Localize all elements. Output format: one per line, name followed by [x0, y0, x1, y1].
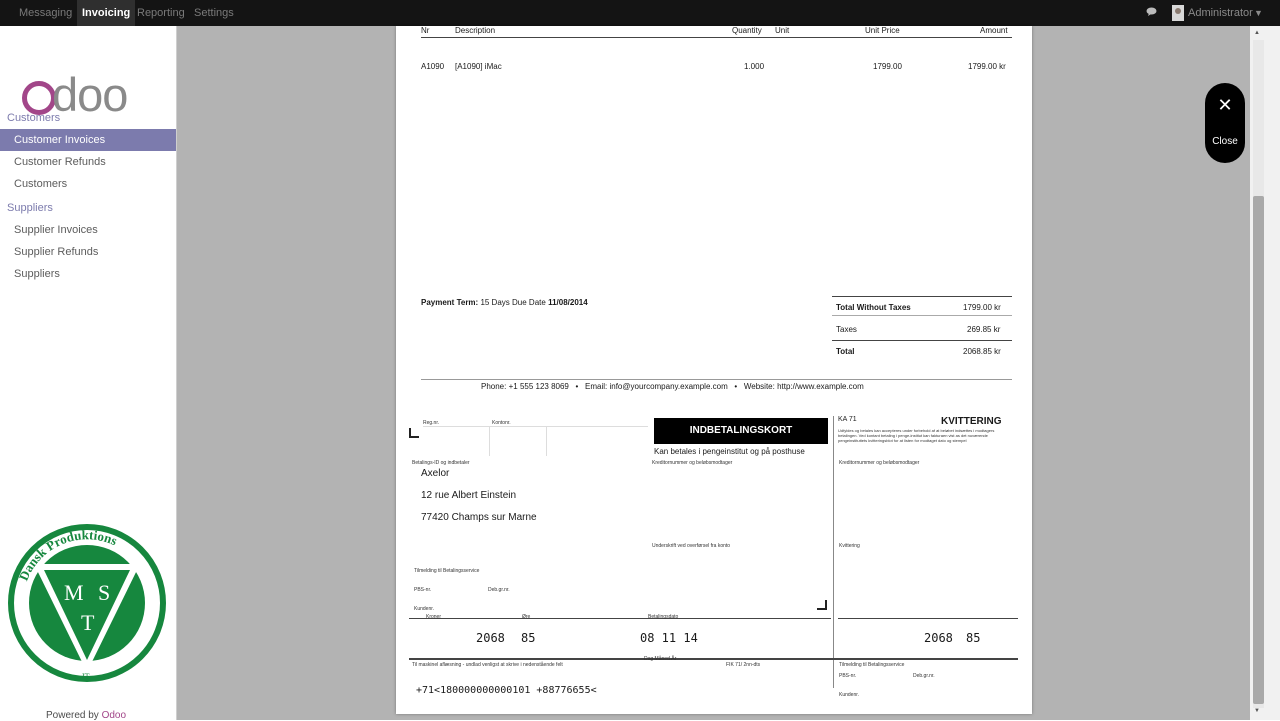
logo-arc-text: Dansk Produktions — [15, 527, 120, 583]
phone-value: +1 555 123 8069 — [508, 382, 569, 391]
scroll-up-arrow-icon[interactable]: ▲ — [1254, 30, 1260, 36]
close-icon[interactable]: ✕ — [1217, 95, 1233, 115]
line-nr: A1090 — [421, 62, 445, 71]
sidebar-item-customer-invoices[interactable] — [0, 129, 176, 151]
logo-letter-s: S — [98, 580, 111, 605]
sidebar-item-customers[interactable] — [0, 173, 176, 195]
tilmelding2-label: Tilmelding til Betalingsservice — [839, 662, 905, 668]
slip-title: INDBETALINGSKORT — [654, 418, 828, 444]
col-header-unit-price: Unit Price — [865, 26, 900, 35]
pbs2-label: PBS-nr. — [839, 673, 857, 679]
totals-divider-2 — [832, 340, 1012, 341]
user-avatar[interactable] — [1172, 5, 1184, 21]
due-date-label: Due Date — [512, 298, 546, 307]
sidebar — [0, 26, 176, 720]
taxes-label: Taxes — [836, 325, 857, 334]
corner-mark-top-left — [409, 428, 419, 438]
user-menu-name[interactable]: Administrator — [1188, 7, 1253, 19]
line-description: [A1090] iMac — [455, 62, 502, 71]
logo-letter-t: T — [81, 610, 95, 635]
sidebar-item-supplier-refunds[interactable] — [0, 241, 176, 263]
scroll-down-arrow-icon[interactable]: ▼ — [1254, 708, 1260, 714]
amount-kr-receipt: 2068 — [924, 631, 953, 645]
chat-bubble-icon[interactable] — [1146, 7, 1157, 16]
betaler-label: Betalings-ID og indbetaler — [412, 460, 470, 466]
section-customers: Customers — [7, 112, 61, 124]
email-value: info@yourcompany.example.com — [609, 382, 728, 391]
sidebar-item-label: Supplier Refunds — [14, 246, 99, 258]
ocr-line: +71<180000000000101 +88776655< — [416, 685, 597, 696]
debgr-label: Deb.gr.nr. — [488, 587, 510, 593]
sidebar-item-supplier-invoices[interactable] — [0, 219, 176, 241]
total-without-taxes-label: Total Without Taxes — [836, 303, 911, 312]
reg-konto-topline — [423, 426, 648, 427]
pdf-viewer — [177, 26, 1250, 720]
reg-divider — [489, 426, 490, 456]
powered-by-label: Powered by — [46, 710, 99, 721]
amount-ore: 85 — [521, 631, 536, 645]
sidebar-item-suppliers[interactable] — [0, 263, 176, 285]
kvittering-label: Kvittering — [839, 543, 860, 549]
section-suppliers: Suppliers — [7, 202, 53, 214]
kunde-label: Kundenr. — [414, 606, 435, 612]
pbs-label: PBS-nr. — [414, 587, 432, 593]
col-header-nr: Nr — [421, 26, 430, 35]
kvittering-fine-print: Udfyldes og betales kan accepteres under forbehold af at beløbet indsættes i modtagers betalingen. Ved kontant betaling i penge-institut kan fakturaen vist as det nuværende pengeinstituttets kvitteringsblot for at listen for modtaget dato og stempel — [838, 428, 995, 443]
taxes-value: 269.85 kr — [967, 325, 1001, 334]
payer-street: 12 rue Albert Einstein — [421, 490, 517, 501]
powered-by — [46, 710, 126, 721]
kroner-label: Kroner — [426, 614, 442, 620]
logo-bottom-text: IT — [82, 672, 90, 681]
sidebar-item-label: Customer Invoices — [14, 134, 106, 146]
nav-messaging[interactable]: Messaging — [19, 7, 73, 19]
slip-subtitle: Kan betales i pengeinstitut og på posthuse — [654, 447, 805, 456]
sidebar-item-customer-refunds[interactable] — [0, 151, 176, 173]
payer-city: 77420 Champs sur Marne — [421, 512, 537, 523]
col-header-amount: Amount — [980, 26, 1008, 35]
col-header-description: Description — [455, 26, 496, 35]
konto-label: Kontonr. — [492, 420, 511, 426]
kreditor-label: Kreditornummer og beløbsmodtager — [652, 460, 733, 466]
payment-term-label: Payment Term: — [421, 298, 479, 307]
fik-label: FIK 71/ 2nn-dts — [726, 662, 761, 668]
email-label: Email: — [585, 382, 608, 391]
total-value: 2068.85 kr — [963, 347, 1001, 356]
amount-row-line — [409, 618, 831, 619]
underskrift-label: Underskrift ved overførsel fra konto — [652, 543, 731, 549]
payment-term-value: 15 Days — [480, 298, 510, 307]
total-label: Total — [836, 347, 855, 356]
tilmelding-label: Tilmelding til Betalingsservice — [414, 568, 480, 574]
logo-letter-m: M — [64, 580, 84, 605]
konto-divider — [546, 426, 547, 456]
invoice-page — [396, 26, 1032, 714]
totals-top-border — [832, 296, 1012, 297]
header-divider — [421, 37, 1012, 38]
line-quantity: 1.000 — [744, 62, 765, 71]
footer-divider — [421, 379, 1012, 380]
slip-vertical-divider — [833, 416, 834, 688]
line-unit-price: 1799.00 — [873, 62, 902, 71]
sidebar-item-label: Customers — [14, 178, 68, 190]
kvittering-title: KVITTERING — [941, 416, 1002, 427]
odoo-logo-mark — [22, 81, 56, 115]
website-label: Website: — [743, 382, 775, 391]
date-digits: 08 11 14 — [640, 631, 698, 645]
scrollbar-thumb[interactable] — [1253, 196, 1264, 704]
kreditor-label-2: Kreditornummer og beløbsmodtager — [839, 460, 920, 466]
dag-label: Dag Måned År — [644, 656, 677, 662]
kunde2-label: Kundenr. — [839, 692, 860, 698]
top-navbar — [0, 0, 1280, 26]
debgr2-label: Deb.gr.nr. — [913, 673, 935, 679]
corner-mark-bottom-right — [817, 600, 827, 610]
payment-term — [421, 298, 588, 307]
total-without-taxes-value: 1799.00 kr — [963, 303, 1001, 312]
sidebar-item-label: Supplier Invoices — [14, 224, 98, 236]
nav-settings[interactable]: Settings — [194, 7, 234, 19]
nav-reporting[interactable]: Reporting — [137, 7, 185, 19]
close-button[interactable] — [1205, 83, 1245, 163]
close-button-label: Close — [1212, 136, 1238, 147]
reg-label: Reg.nr. — [423, 420, 440, 426]
amount-kr: 2068 — [476, 631, 505, 645]
website-value: http://www.example.com — [777, 382, 864, 391]
ore-label: Øre — [522, 614, 531, 620]
ka-code: KA 71 — [838, 416, 857, 423]
company-logo — [6, 522, 168, 684]
machine-read-line — [409, 658, 1018, 660]
powered-by-brand-link[interactable]: Odoo — [101, 710, 127, 721]
til-label: Til maskinel aflæsning - undlad venligst at skrive i nedenstående felt — [412, 662, 563, 668]
col-header-unit: Unit — [775, 26, 790, 35]
amount-ore-receipt: 85 — [966, 631, 981, 645]
due-date-value: 11/08/2014 — [548, 298, 588, 307]
payer-name: Axelor — [421, 468, 450, 479]
sidebar-item-label: Suppliers — [14, 268, 60, 280]
chevron-down-icon[interactable]: ▼ — [1254, 8, 1263, 18]
odoo-logo-text: doo — [52, 68, 128, 121]
amount-row-line-right — [838, 618, 1018, 619]
nav-invoicing[interactable]: Invoicing — [77, 0, 135, 26]
company-footer: Phone: +1 555 123 8069 • Email: info@yourcompany.example.com • Website: http://www.example.com — [481, 382, 864, 391]
sidebar-item-label: Customer Refunds — [14, 156, 106, 168]
betalingsdato-label: Betalingsdato — [648, 614, 679, 620]
line-amount: 1799.00 kr — [968, 62, 1006, 71]
phone-label: Phone: — [481, 382, 507, 391]
totals-divider — [832, 315, 1012, 316]
col-header-quantity: Quantity — [732, 26, 762, 35]
